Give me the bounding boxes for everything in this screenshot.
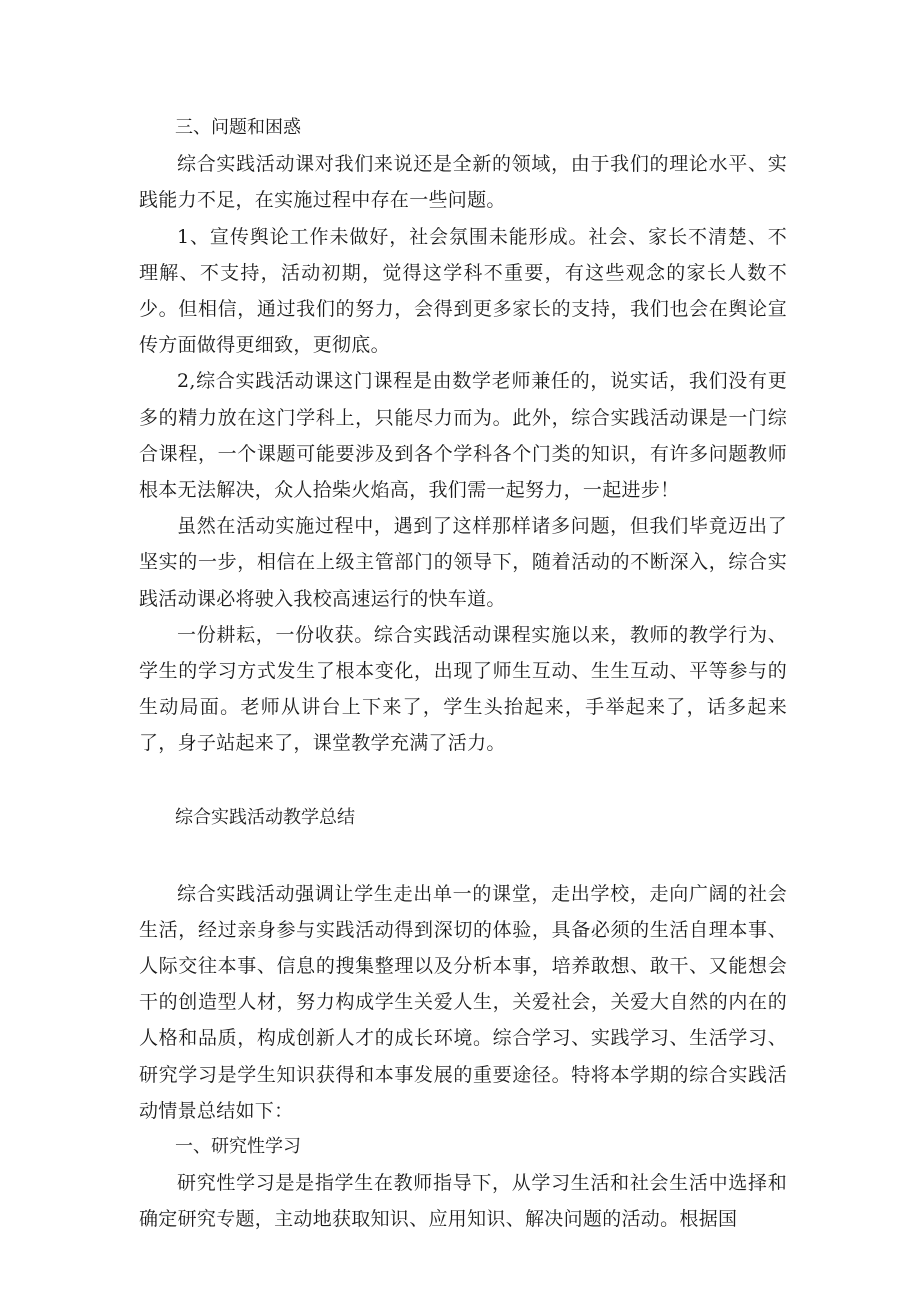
document-page — [139, 110, 787, 1238]
paragraph-summary-intro: 综合实践活动强调让学生走出单一的课堂，走出学校，走向广阔的社会生活，经过亲身参与实践活动得到深切的体验，具备必须的生活自理本事、人际交往本事、信息的搜集整理以及分析本事，培养敢想、敢干、又能想会干的创造型人材，努力构成学生关爱人生，关爱社会，关爱大自然的内在的人格和品质，构成创新人才的成长环境。综合学习、实践学习、生活学习、研究学习是学生知识获得和本事发展的重要途径。特将本学期的综合实践活动情景总结如下： — [139, 882, 787, 1122]
paragraph-problem-2: 2,综合实践活动课这门课程是由数学老师兼任的，说实话，我们没有更多的精力放在这门学科上，只能尽力而为。此外，综合实践活动课是一门综合课程，一个课题可能要涉及到各个学科各个门类的知识，有许多问题教师根本无法解决，众人拾柴火焰高，我们需一起努力，一起进步！ — [139, 370, 787, 502]
section-heading-research: 一、研究性学习 — [175, 1136, 301, 1158]
paragraph-problem-1: 1、宣传舆论工作未做好，社会氛围未能形成。社会、家长不清楚、不理解、不支持，活动初期，觉得这学科不重要，有这些观念的家长人数不少。但相信，通过我们的努力，会得到更多家长的支持，我们也会在舆论宣传方面做得更细致，更彻底。 — [139, 225, 787, 357]
document-title-summary: 综合实践活动教学总结 — [175, 806, 355, 828]
paragraph-conclusion: 虽然在活动实施过程中，遇到了这样那样诸多问题，但我们毕竟迈出了坚实的一步，相信在上级主管部门的领导下，随着活动的不断深入，综合实践活动课必将驶入我校高速运行的快车道。 — [139, 515, 787, 610]
section-heading-problems: 三、问题和困惑 — [175, 117, 301, 138]
paragraph-research: 研究性学习是是指学生在教师指导下，从学习生活和社会生活中选择和确定研究专题，主动地获取知识、应用知识、解决问题的活动。根据国 — [139, 1172, 787, 1231]
paragraph-intro-problems: 综合实践活动课对我们来说还是全新的领域，由于我们的理论水平、实践能力不足，在实施过程中存在一些问题。 — [139, 153, 787, 212]
paragraph-harvest: 一份耕耘，一份收获。综合实践活动课程实施以来，教师的教学行为、学生的学习方式发生了根本变化，出现了师生互动、生生互动、平等参与的生动局面。老师从讲台上下来了，学生头抬起来，手举起来了，话多起来了，身子站起来了，课堂教学充满了活力。 — [139, 623, 787, 755]
